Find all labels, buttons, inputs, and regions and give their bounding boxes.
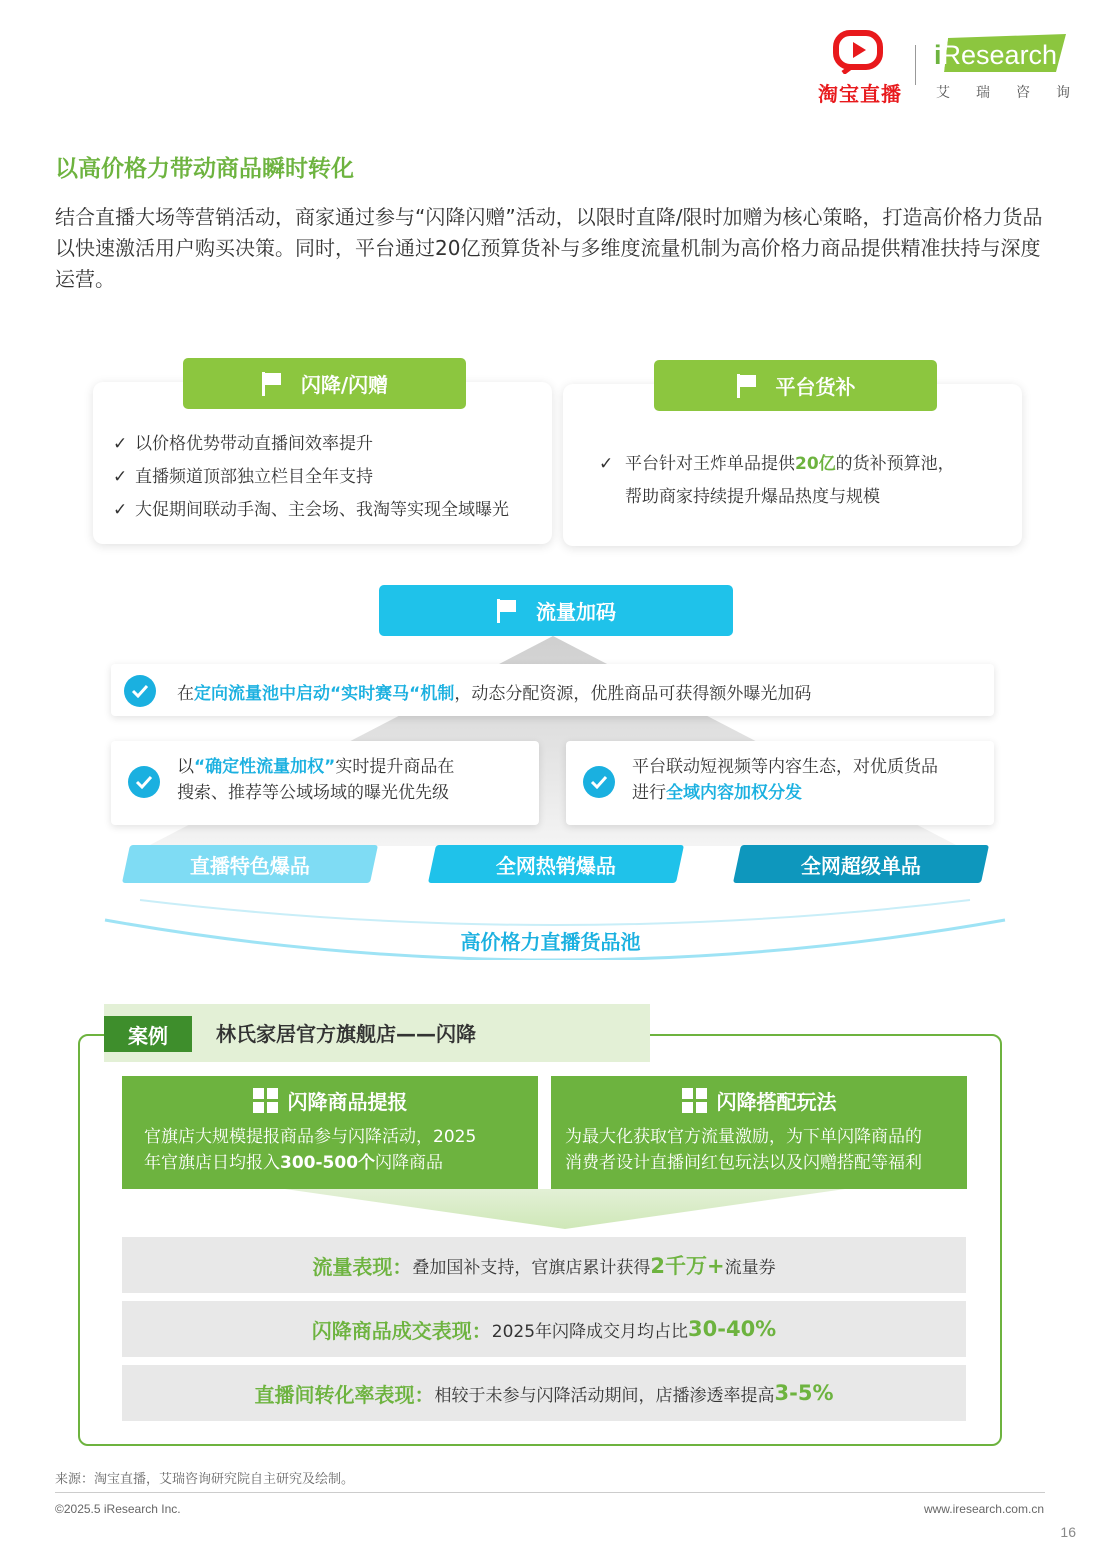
traffic-boost-tag: 流量加码 [379,585,733,636]
flash-sales-performance-result: 闪降商品成交表现： 2025年闪降成交月均占比 30-40% [122,1301,966,1357]
checkmark-icon: ✓ [113,467,128,487]
page-number: 16 [1060,1524,1076,1540]
flash-sale-tag: 闪降/闪赠 [183,358,466,409]
footer-divider [55,1492,1045,1493]
flash-combo-gameplay-box: 闪降搭配玩法 为最大化获取官方流量激励，为下单闪降商品的 消费者设计直播间红包玩法以及闪赠搭配等福利 [551,1076,967,1189]
flash-product-submission-box: 闪降商品提报 官旗店大规模提报商品参与闪降活动，2025 年官旗店日均报入300-500个闪降商品 [122,1076,538,1189]
iresearch-logo-word: Research [941,40,1058,70]
flash-sale-list [113,428,509,527]
traffic-weighting-row: 以“确定性流量加权”实时提升商品在 搜索、推荐等公域场域的曝光优先级 [111,741,539,825]
case-badge: 案例 [104,1016,192,1052]
category-live-special-hits: 直播特色爆品 [122,845,378,883]
copyright: ©2025.5 iResearch Inc. [55,1502,181,1516]
case-title: 林氏家居官方旗舰店——闪降 [216,1022,476,1046]
flag-icon [496,598,518,624]
iresearch-chinese-name [936,82,1070,102]
content-distribution-row: 平台联动短视频等内容生态，对优质货品 进行全域内容加权分发 [566,741,994,825]
source-note: 来源：淘宝直播，艾瑞咨询研究院自主研究及绘制。 [55,1472,355,1487]
checkmark-icon: ✓ [113,434,128,454]
check-circle-icon [128,766,160,798]
platform-subsidy-tag: 平台货补 [654,360,937,411]
grid-icon [682,1088,707,1113]
list-item: ✓ 直播频道顶部独立栏目全年支持 [113,461,509,494]
check-circle-icon [124,675,156,707]
funnel-arrow [285,1189,845,1229]
logo-divider [915,45,916,85]
iresearch-cn-char: 艾 [936,85,950,101]
category-network-super-items: 全网超级单品 [733,845,989,883]
website-link[interactable]: www.iresearch.com.cn [923,1502,1044,1516]
iresearch-cn-char: 瑞 [976,85,990,101]
goods-pool-label: 高价格力直播货品池 [460,930,641,954]
iresearch-cn-char: 咨 [1016,85,1030,101]
flag-icon [736,373,758,399]
checkmark-icon: ✓ [113,500,128,520]
subsidy-text: ✓ 平台针对王炸单品提供20亿的货补预算池， 帮助商家持续提升爆品热度与规模 [599,448,955,514]
intro-paragraph: 结合直播大场等营销活动，商家通过参与“闪降闪赠”活动，以限时直降/限时加赠为核心策略，打造高价格力货品以快速激活用户购买决策。同时，平台通过20亿预算货补与多维度流量机制为高价格力商品提供精准扶持与深度运营。 [55,205,1043,291]
taobao-live-logo-text: 淘宝直播 [818,82,902,106]
conversion-rate-result: 直播间转化率表现： 相较于未参与闪降活动期间，店播渗透率提高 3-5% [122,1365,966,1421]
horse-race-mechanism-row: 在定向流量池中启动“实时赛马“机制，动态分配资源，优胜商品可获得额外曝光加码 [111,664,994,716]
section-title: 以高价格力带动商品瞬时转化 [55,156,354,182]
iresearch-cn-char: 询 [1056,85,1070,101]
iresearch-logo-text [934,40,1057,71]
iresearch-logo-initial: i [934,40,942,70]
list-item: ✓ 大促期间联动手淘、主会场、我淘等实现全域曝光 [113,494,509,527]
grid-icon [253,1088,278,1113]
traffic-performance-result: 流量表现： 叠加国补支持，官旗店累计获得 2千万+ 流量券 [122,1237,966,1293]
taobao-live-logo-icon [833,30,883,74]
checkmark-icon: ✓ [599,454,614,474]
flag-icon [261,371,283,397]
category-network-hot-sellers: 全网热销爆品 [428,845,684,883]
list-item: ✓ 以价格优势带动直播间效率提升 [113,428,509,461]
check-circle-icon [583,766,615,798]
